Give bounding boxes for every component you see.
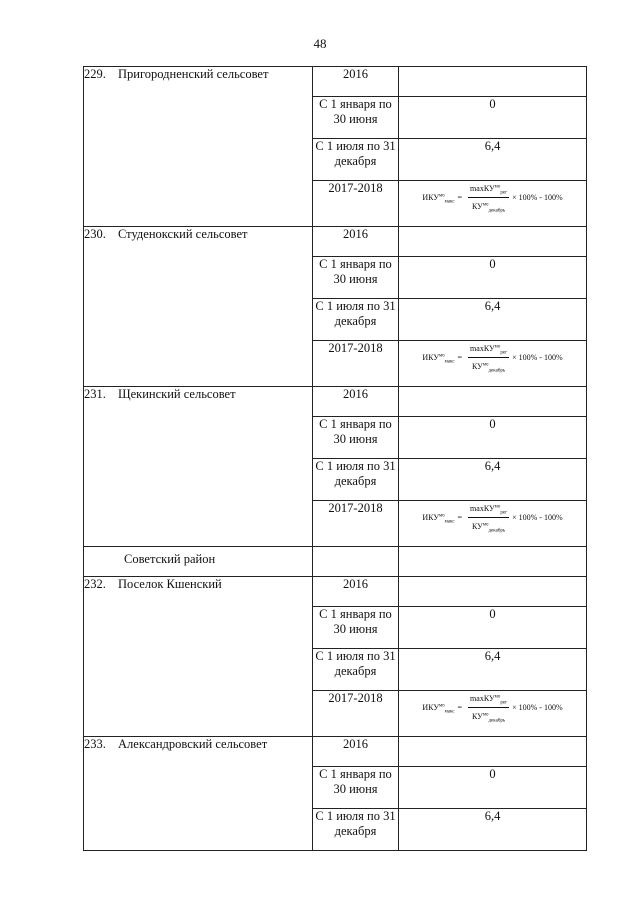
page-number: 48 [313,36,327,51]
index-value: 0 [399,607,587,649]
formula-cell [399,501,587,547]
tariff-table [83,66,587,851]
formula-fraction [468,341,509,374]
table-row [84,387,587,417]
table-row [84,547,587,577]
formula-cell [399,181,587,227]
index-value: 6,4 [399,809,587,851]
formula-rhs: × 100% - 100% [512,703,563,712]
period-label: 2017-2018 [313,691,399,737]
year-label: 2016 [313,387,399,417]
formula-denominator: $КУ^{мо}_{декабрь}$ [471,362,506,374]
district-name: Советский район [84,547,313,577]
year-label: 2016 [313,577,399,607]
year-value-empty [399,387,587,417]
period-label: С 1 января по 30 июня [313,417,399,459]
municipality-name: Поселок Кшенский [118,577,222,591]
period-label: С 1 января по 30 июня [313,97,399,139]
year-value-empty [399,737,587,767]
row-number: 231. [84,387,106,401]
row-number: 230. [84,227,106,241]
index-value: 0 [399,97,587,139]
max-index-formula [399,501,586,534]
max-index-formula [399,181,586,214]
formula-denominator: $КУ^{мо}_{декабрь}$ [471,522,506,534]
formula-cell [399,691,587,737]
table-row [84,67,587,97]
formula-equals: = [457,353,463,362]
max-index-formula [399,691,586,724]
row-number: 232. [84,577,106,591]
year-value-empty [399,577,587,607]
formula-rhs: × 100% - 100% [512,193,563,202]
formula-numerator: maxКУ$^{мо}_{рег}$ [468,501,509,518]
year-label: 2016 [313,227,399,257]
period-label: С 1 июля по 31 декабря [313,139,399,181]
index-value: 6,4 [399,459,587,501]
formula-lhs: $ИКУ^{мо}_{макс}$ [422,353,455,365]
period-label: С 1 января по 30 июня [313,257,399,299]
formula-numerator: maxКУ$^{мо}_{рег}$ [468,341,509,358]
formula-fraction [468,181,509,214]
formula-fraction [468,501,509,534]
formula-rhs: × 100% - 100% [512,353,563,362]
period-label: 2017-2018 [313,341,399,387]
period-label: С 1 января по 30 июня [313,767,399,809]
period-label: С 1 июля по 31 декабря [313,459,399,501]
formula-equals: = [457,703,463,712]
formula-denominator: $КУ^{мо}_{декабрь}$ [471,202,506,214]
municipality-cell [84,227,313,387]
formula-numerator: maxКУ$^{мо}_{рег}$ [468,691,509,708]
year-label: 2016 [313,737,399,767]
index-value: 0 [399,767,587,809]
period-label: С 1 июля по 31 декабря [313,649,399,691]
municipality-cell [84,387,313,547]
table-row [84,577,587,607]
year-value-empty [399,227,587,257]
municipality-name: Пригородненский сельсовет [118,67,269,81]
table-row [84,227,587,257]
index-value: 0 [399,257,587,299]
district-value-empty [399,547,587,577]
formula-equals: = [457,513,463,522]
period-label: 2017-2018 [313,501,399,547]
formula-lhs: $ИКУ^{мо}_{макс}$ [422,513,455,525]
row-number: 229. [84,67,106,81]
period-label: С 1 июля по 31 декабря [313,809,399,851]
index-value: 6,4 [399,649,587,691]
index-value: 0 [399,417,587,459]
index-value: 6,4 [399,299,587,341]
index-value: 6,4 [399,139,587,181]
row-number: 233. [84,737,106,751]
municipality-name: Щекинский сельсовет [118,387,236,401]
formula-fraction [468,691,509,724]
formula-rhs: × 100% - 100% [512,513,563,522]
period-label: С 1 июля по 31 декабря [313,299,399,341]
municipality-cell [84,737,313,851]
formula-equals: = [457,193,463,202]
year-value-empty [399,67,587,97]
formula-cell [399,341,587,387]
formula-lhs: $ИКУ^{мо}_{макс}$ [422,703,455,715]
period-label: С 1 января по 30 июня [313,607,399,649]
formula-numerator: maxКУ$^{мо}_{рег}$ [468,181,509,198]
formula-denominator: $КУ^{мо}_{декабрь}$ [471,712,506,724]
district-period-empty [313,547,399,577]
municipality-cell [84,577,313,737]
municipality-cell [84,67,313,227]
period-label: 2017-2018 [313,181,399,227]
table-row [84,737,587,767]
max-index-formula [399,341,586,374]
formula-lhs: $ИКУ^{мо}_{макс}$ [422,193,455,205]
municipality-name: Александровский сельсовет [118,737,268,751]
municipality-name: Студенокский сельсовет [118,227,248,241]
year-label: 2016 [313,67,399,97]
